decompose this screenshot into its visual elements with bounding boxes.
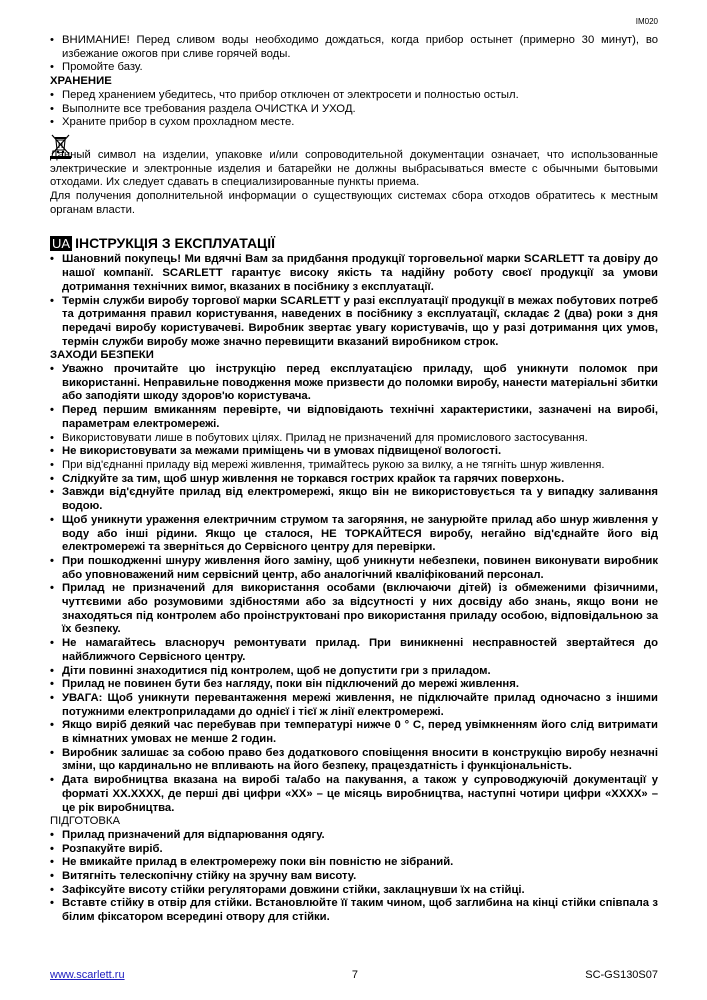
storage-bullets xyxy=(50,89,658,130)
page-number: 7 xyxy=(351,969,358,981)
list-item: • Выполните все требования раздела ОЧИСТКА И УХОД. xyxy=(50,103,658,117)
website-link[interactable]: www.scarlett.ru xyxy=(50,969,125,981)
ru-bullets-top xyxy=(50,34,658,75)
list-item: • УВАГА: Щоб уникнути перевантаження мережі живлення, не підключайте прилад одночасно з іншими потужними електроприладами до однієї і тієї ж лінії електромережі. xyxy=(50,692,658,719)
list-item: • Вставте стійку в отвір для стійки. Встановлюйте її таким чином, щоб заглибина на кінці стійки співпала з білим фіксатором всередині отвору для стійки. xyxy=(50,897,658,924)
list-item: • Слідкуйте за тим, щоб шнур живлення не торкався гострих крайок та гарячих поверхонь. xyxy=(50,473,658,487)
list-item: • Перед першим вмиканням перевірте, чи відповідають технічні характеристики, зазначені на виробі, параметрам електромережі. xyxy=(50,404,658,431)
list-item: • Зафіксуйте висоту стійки регуляторами довжини стійки, заклацнувши їх на стійці. xyxy=(50,884,658,898)
list-item: • При від'єднанні приладу від мережі живлення, тримайтесь рукою за вилку, а не тягніть шнур живлення. xyxy=(50,459,658,473)
list-item: • Термін служби виробу торгової марки SCARLETT у разі експлуатації продукції в межах побутових потреб та дотримання правил користування, наведених в посібнику з експлуатації, складає 2 (два) роки з дня передачі виробу користувачеві. Виробник звертає увагу користувачів, що у разі дотримання цих умов, термін служби виробу може значно перевищити вказаний виробником строк. xyxy=(50,295,658,350)
list-item: • Не використовувати за межами приміщень чи в умовах підвищеної вологості. xyxy=(50,445,658,459)
model-code: SC-GS130S07 xyxy=(585,969,658,981)
list-item: • Перед хранением убедитесь, что прибор отключен от электросети и полностью остыл. xyxy=(50,89,658,103)
ua-title-text: ІНСТРУКЦІЯ З ЕКСПЛУАТАЦІЇ xyxy=(75,235,276,252)
safety-heading: ЗАХОДИ БЕЗПЕКИ xyxy=(50,349,154,362)
list-item: • Промойте базу. xyxy=(50,61,658,75)
list-item: • Не вмикайте прилад в електромережу поки він повністю не зібраний. xyxy=(50,856,658,870)
storage-heading: ХРАНЕНИЕ xyxy=(50,75,112,88)
list-item: • Використовувати лише в побутових цілях. Прилад не призначений для промислового застосування. xyxy=(50,432,658,446)
document-code: IM020 xyxy=(635,17,658,26)
page-footer xyxy=(50,969,658,981)
list-item: • Прилад не повинен бути без нагляду, поки він підключений до мережі живлення. xyxy=(50,678,658,692)
ua-section-title xyxy=(50,235,658,251)
weee-text: Данный символ на изделии, упаковке и/или сопроводительной документации означает, что использованные электрические и электронные изделия и батарейки не должны выбрасываться вместе с обычными бытовыми отходами. Их следует сдавать в специализированные пункты приема. xyxy=(50,148,658,189)
list-item: • Завжди від'єднуйте прилад від електромережі, якщо він не використовується та у випадку заливання водою. xyxy=(50,486,658,513)
list-item: • Прилад призначений для відпарювання одягу. xyxy=(50,829,658,843)
weee-paragraph-2: Для получения дополнительной информации о существующих системах сбора отходов обратитесь к местным органам власти. xyxy=(50,190,658,216)
list-item: • Храните прибор в сухом прохладном месте. xyxy=(50,116,658,130)
list-item: • Діти повинні знаходитися під контролем, щоб не допустити гри з приладом. xyxy=(50,665,658,679)
weee-paragraph xyxy=(50,149,658,190)
prep-bullets xyxy=(50,829,658,925)
ua-language-badge: UA xyxy=(52,235,71,251)
list-item: • Прилад не призначений для використання особами (включаючи дітей) із обмеженими фізичними, чуттєвими або розумовими здібностями або за відсутності у них досвіду або знань, якщо вони не знаходяться під контролем або проінструктовані про використання приладу особою, відповідальною за їх безпеку. xyxy=(50,582,658,637)
list-item: • Виробник залишає за собою право без додаткового сповіщення вносити в конструкцію виробу незначні зміни, що кардинально не впливають на його безпеку, працездатність і функціональність. xyxy=(50,747,658,774)
prep-heading: ПІДГОТОВКА xyxy=(50,815,121,828)
list-item: • Щоб уникнути ураження електричним струмом та загоряння, не занурюйте прилад або шнур живлення у воду або інші рідини. Якщо це сталося, НЕ ТОРКАЙТЕСЯ виробу, негайно від'єднайте його від електромережі та зверніться до Сервісного центру для перевірки. xyxy=(50,514,658,555)
ua-intro-bullets xyxy=(50,253,658,349)
list-item: • Шановний покупець! Ми вдячні Вам за придбання продукції торговельної марки SCARLETT та довіру до нашої компанії. SCARLETT гарантує високу якість та надійну роботу своєї продукції за умови дотримання технічних вимог, вказаних в посібнику з експлуатації. xyxy=(50,253,658,294)
list-item: • Уважно прочитайте цю інструкцію перед експлуатацією приладу, щоб уникнути поломок при використанні. Неправильне поводження може призвести до поломки виробу, нанести матеріальні збитки або заподіяти шкоду здоров'ю користувача. xyxy=(50,363,658,404)
list-item: • Не намагайтесь власноруч ремонтувати прилад. При виникненні несправностей звертайтеся до найближчого Сервісного центру. xyxy=(50,637,658,664)
list-item: • ВНИМАНИЕ! Перед сливом воды необходимо дождаться, когда прибор остынет (примерно 30 минут), во избежание ожогов при сливе горячей воды. xyxy=(50,34,658,61)
list-item: • Витягніть телескопічну стійку на зручну вам висоту. xyxy=(50,870,658,884)
page-content xyxy=(50,34,658,925)
list-item: • Якщо виріб деякий час перебував при температурі нижче 0 ° С, перед увімкненням його слід витримати в кімнатних умовах не менше 2 годин. xyxy=(50,719,658,746)
safety-bullets xyxy=(50,363,658,815)
list-item: • Дата виробництва вказана на виробі та/або на пакування, а також у супроводжуючій документації у форматі XX.XXXX, де перші дві цифри «XX» – це місяць виробництва, наступні чотири цифри «XXXX» – це рік виробництва. xyxy=(50,774,658,815)
list-item: • При пошкодженні шнуру живлення його заміну, щоб уникнути небезпеки, повинен виконувати виробник або уповноважений ним сервісний центр, або аналогічний кваліфікований персонал. xyxy=(50,555,658,582)
list-item: • Розпакуйте виріб. xyxy=(50,843,658,857)
